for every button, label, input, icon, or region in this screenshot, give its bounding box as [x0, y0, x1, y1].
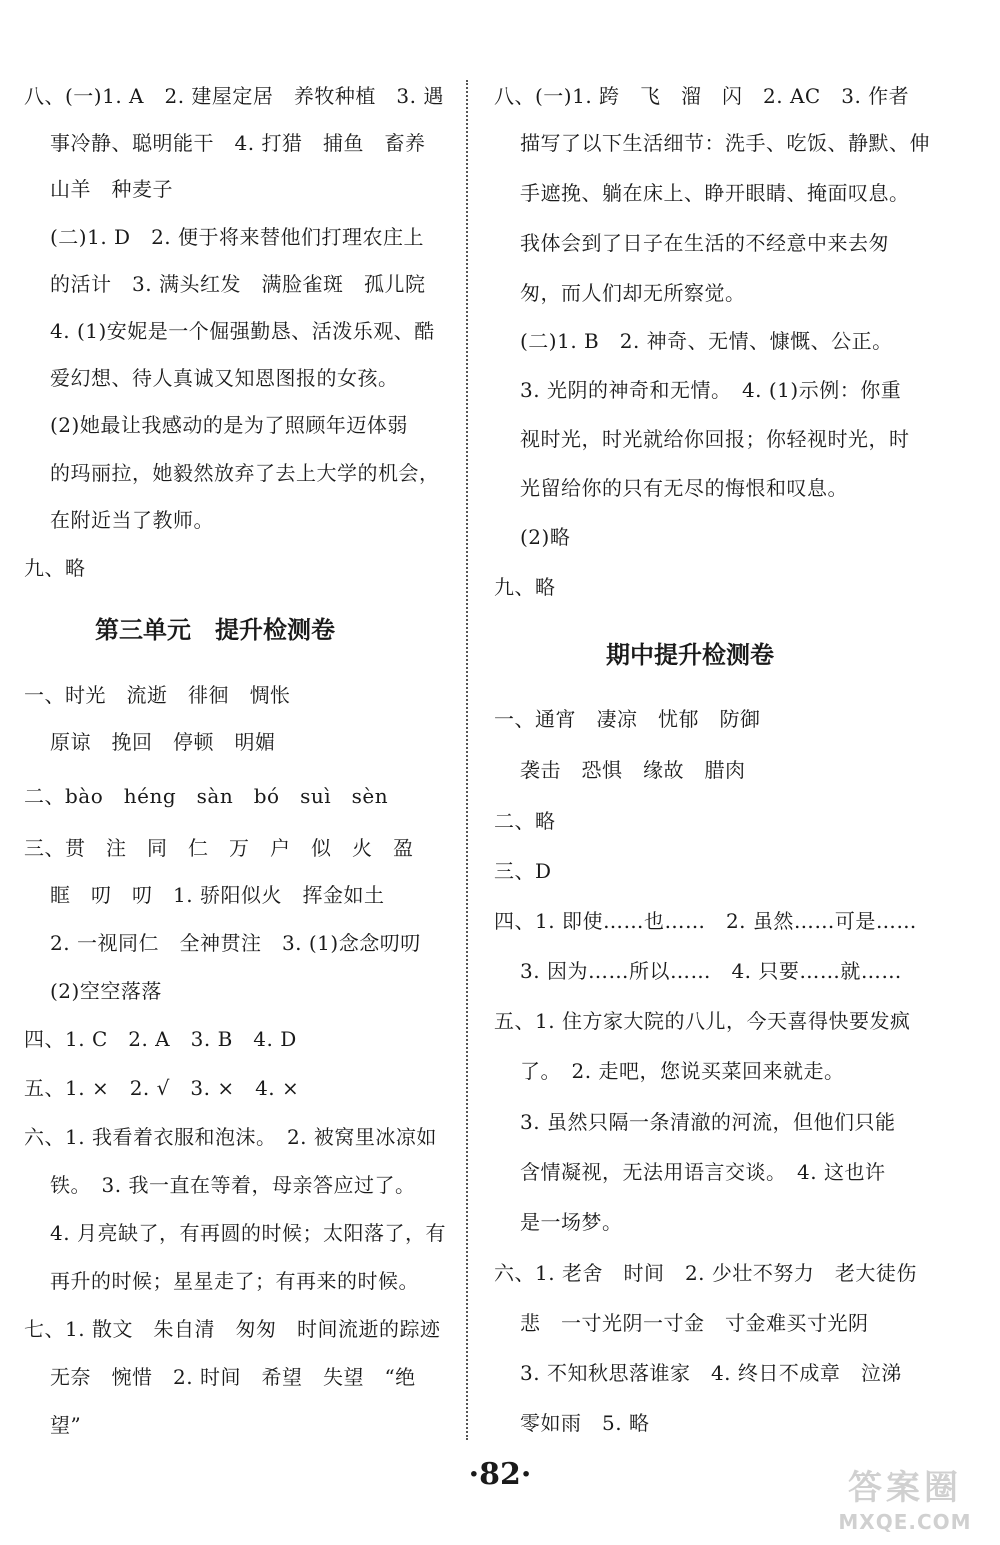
answer-line: (二)1. D 2. 便于将来替他们打理农庄上 [50, 225, 425, 249]
answer-line: 3. 虽然只隔一条清澈的河流，但他们只能 [520, 1110, 896, 1134]
answer-line: 九、略 [24, 556, 86, 580]
answer-line: 视时光，时光就给你回报；你轻视时光，时 [520, 427, 910, 451]
answer-line: 袭击 恐惧 缘故 腊肉 [520, 758, 746, 782]
watermark-url: MXQE.COM [838, 1510, 972, 1534]
answer-line: 七、1. 散文 朱自清 匆匆 时间流逝的踪迹 [24, 1317, 441, 1341]
answer-line: 事冷静、聪明能干 4. 打猎 捕鱼 畜养 [50, 131, 426, 155]
answer-line: 二、略 [494, 809, 556, 833]
answer-line: 悲 一寸光阴一寸金 寸金难买寸光阴 [520, 1311, 869, 1335]
answer-line: 三、贯 注 同 仁 万 户 似 火 盈 [24, 836, 414, 860]
answer-line: 描写了以下生活细节：洗手、吃饭、静默、伸 [520, 131, 930, 155]
answer-line: (2)空空落落 [50, 979, 162, 1003]
answer-line: 4. 月亮缺了，有再圆的时候；太阳落了，有 [50, 1221, 446, 1245]
answer-line: 手遮挽、躺在床上、睁开眼睛、掩面叹息。 [520, 181, 910, 205]
answer-line: 三、D [494, 859, 552, 883]
answer-line: 望” [50, 1413, 82, 1437]
answer-line: 一、时光 流逝 徘徊 惆怅 [24, 683, 291, 707]
answer-line: 4. (1)安妮是一个倔强勤恳、活泼乐观、酷 [50, 319, 435, 343]
answer-line: 光留给你的只有无尽的悔恨和叹息。 [520, 476, 848, 500]
answer-line-pinyin: 二、bào héng sàn bó suì sèn [24, 784, 389, 808]
answer-line: 四、1. C 2. A 3. B 4. D [24, 1027, 297, 1051]
answer-line: 再升的时候；星星走了；有再来的时候。 [50, 1269, 419, 1293]
answer-line: 山羊 种麦子 [50, 177, 173, 201]
answer-line: 在附近当了教师。 [50, 508, 214, 532]
answer-line: 五、1. × 2. √ 3. × 4. × [24, 1076, 300, 1100]
watermark-text: 答案圈 [848, 1468, 962, 1508]
answer-line: 3. 因为……所以…… 4. 只要……就…… [520, 959, 902, 983]
watermark-logo [820, 1468, 990, 1540]
answer-line: (二)1. B 2. 神奇、无情、慷慨、公正。 [520, 329, 893, 353]
answer-line: (2)略 [520, 525, 571, 549]
answer-line: 六、1. 我看着衣服和泡沫。 2. 被窝里冰凉如 [24, 1125, 437, 1149]
answer-line: 一、通宵 凄凉 忧郁 防御 [494, 707, 761, 731]
answer-line: 眶 叨 叨 1. 骄阳似火 挥金如土 [50, 883, 385, 907]
answer-line: 九、略 [494, 575, 556, 599]
answer-line: 零如雨 5. 略 [520, 1411, 650, 1435]
answer-line: 原谅 挽回 停顿 明媚 [50, 730, 276, 754]
answer-line: 的活计 3. 满头红发 满脸雀斑 孤儿院 [50, 272, 426, 296]
answer-line: 是一场梦。 [520, 1210, 623, 1234]
answer-line: 我体会到了日子在生活的不经意中来去匆 [520, 231, 889, 255]
page-number: ·82· [468, 1457, 532, 1492]
section-title-midterm: 期中提升检测卷 [606, 641, 774, 669]
answer-line: 八、(一)1. A 2. 建屋定居 养牧种植 3. 遇 [24, 84, 444, 108]
answer-line: 爱幻想、待人真诚又知恩图报的女孩。 [50, 366, 399, 390]
column-divider [466, 80, 468, 1440]
answer-line: 铁。 3. 我一直在等着，母亲答应过了。 [50, 1173, 416, 1197]
answer-line: 无奈 惋惜 2. 时间 希望 失望 “绝 [50, 1365, 416, 1389]
answer-line: 五、1. 住方家大院的八儿，今天喜得快要发疯 [494, 1009, 911, 1033]
answer-line: 3. 光阴的神奇和无情。 4. (1)示例：你重 [520, 378, 902, 402]
answer-line: 了。 2. 走吧，您说买菜回来就走。 [520, 1059, 845, 1083]
answer-line: 六、1. 老舍 时间 2. 少壮不努力 老大徒伤 [494, 1261, 917, 1285]
answer-line: 四、1. 即使……也…… 2. 虽然……可是…… [494, 909, 917, 933]
answer-line: 2. 一视同仁 全神贯注 3. (1)念念叨叨 [50, 931, 421, 955]
answer-line: 3. 不知秋思落谁家 4. 终日不成章 泣涕 [520, 1361, 902, 1385]
answer-line: 八、(一)1. 跨 飞 溜 闪 2. AC 3. 作者 [494, 84, 910, 108]
answer-line: 的玛丽拉，她毅然放弃了去上大学的机会， [50, 461, 440, 485]
section-title-unit3: 第三单元 提升检测卷 [95, 616, 335, 644]
answer-line: (2)她最让我感动的是为了照顾年迈体弱 [50, 413, 408, 437]
answer-line: 含情凝视，无法用语言交谈。 4. 这也许 [520, 1160, 886, 1184]
answer-line: 匆，而人们却无所察觉。 [520, 281, 746, 305]
